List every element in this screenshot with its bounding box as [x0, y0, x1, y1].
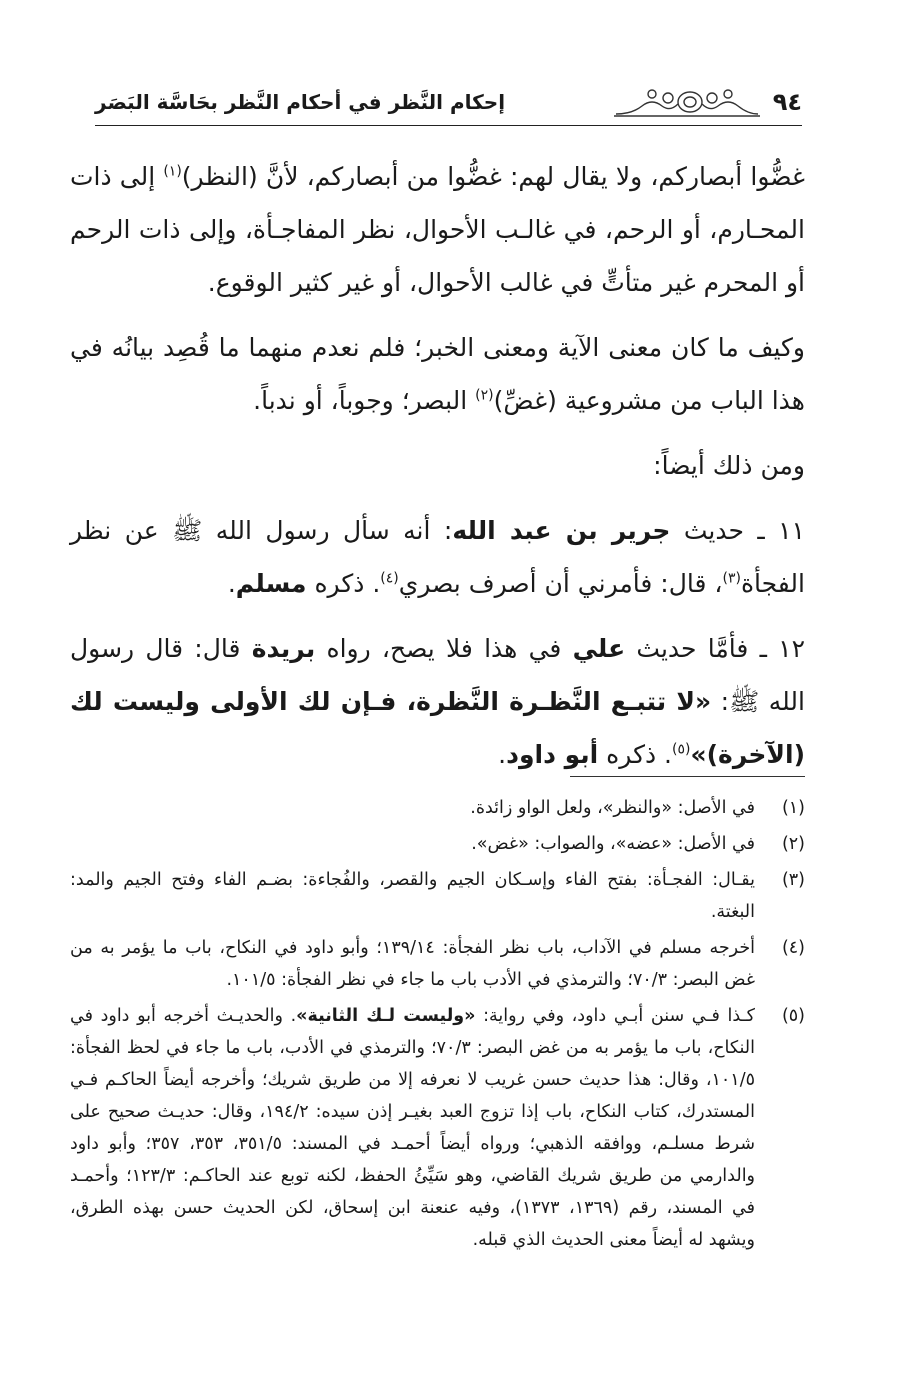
footnote-text: في الأصل: «عضه»، والصواب: «غض». — [471, 834, 755, 854]
text-run: . ذكره — [306, 569, 381, 598]
hadith-quote: «لا تتبـع النَّظـرة النَّظرة، فـإن لك الأولى وليست لك (الآخرة)» — [70, 687, 805, 769]
page-number: ٩٤ — [772, 88, 802, 116]
narrator-name: علي — [572, 634, 626, 663]
text-run: ١١ ـ حديث — [670, 516, 805, 545]
text-run: وكيف ما كان معنى الآية ومعنى الخبر؛ فلم نعدم منهما ما قُصِد بيانُه في هذا الباب من مشروعية (غضِّ) — [70, 333, 805, 415]
footnote-text: أخرجه مسلم في الآداب، باب نظر الفجأة: ١٣٩/١٤؛ وأبو داود في النكاح، باب ما يؤمر به من غض البصر: ٧٠/٣؛ والترمذي في الأدب باب ما جاء في نظر الفجأة: ١٠١/٥. — [70, 938, 756, 990]
text-run: ، قال: فأمرني أن أصرف بصري — [398, 569, 723, 598]
footnote-ref: (١) — [163, 163, 182, 180]
text-run: . — [498, 740, 507, 769]
footnote-ref: (٣) — [722, 570, 741, 587]
text-run: البصر؛ وجوباً، أو ندباً. — [253, 386, 476, 415]
footnote-item — [70, 792, 805, 824]
text-run: ومن ذلك أيضاً: — [653, 451, 805, 480]
footnote-item — [70, 932, 805, 996]
text-run: ١٢ ـ فأمَّا حديث — [625, 634, 805, 663]
page-header — [95, 84, 802, 128]
footnote-number: (٢) — [781, 834, 805, 854]
footnote-text: يقـال: الفجـأة: بفتح الفاء وإسـكان الجيم والقصر، والفُجاءة: بضـم الفاء وفتح الجيم والمد: البغتة. — [70, 870, 755, 922]
footnote-number: (٣) — [781, 870, 805, 890]
hadith-12 — [70, 622, 805, 781]
hadith-11 — [70, 504, 805, 610]
running-title: إحكام النَّظر في أحكام النَّظر بحَاسَّة البَصَر — [95, 90, 506, 114]
text-run: . والحديـث أخرجه أبو داود في النكاح، باب ما يؤمر به من غض البصر: ٧٠/٣؛ والترمذي في الأدب، باب ما جاء في لحظ الفجأة: ١٠١/٥، وقال: هذا حديث حسن غريب لا نعرفه إلا من طريق شريك؛ وأخرجه أيضاً الحاكـم فـي المستدرك، كتاب النكاح، باب إذا تزوج العبد بغيـر إذن سيده: ١٩٤/٢، وقال: حديـث صحيح على شرط مسلـم، ووافقه الذهبي؛ ورواه أيضاً أحمـد في المسند: ٣٥١/٥، ٣٥٣، ٣٥٧؛ وأبو داود والدارمي من طريق شريك القاضي، وهو سَيِّئُ الحفظ، لكنه توبع عند الحاكـم: ١٢٣/٣؛ وأحمـد في المسند، رقم (١٣٦٩، ١٣٧٣)، وفيه عنعنة ابن إسحاق، لكن الحديث حسن بهذه الطرق، ويشهد له أيضاً معنى الحديث الذي قبله. — [70, 1006, 756, 1250]
footnote-item — [70, 828, 805, 860]
footnote-ref: (٤) — [380, 570, 399, 587]
paragraph — [70, 150, 805, 309]
footnote-number: (٤) — [781, 938, 805, 958]
footnote-item — [70, 1000, 805, 1256]
paragraph — [70, 439, 805, 492]
decorative-ornament-icon — [612, 84, 762, 120]
footnotes — [70, 792, 805, 1260]
footnote-separator — [570, 776, 805, 777]
text-run: كـذا فـي سنن أبـي داود، وفي رواية: — [475, 1006, 755, 1026]
footnote-item — [70, 864, 805, 928]
text-run: . — [227, 569, 236, 598]
text-run: : أنه سأل رسول الله ﷺ عن نظر الفجأة — [70, 516, 805, 598]
footnote-ref: (٥) — [672, 741, 691, 758]
text-run: غضُّوا أبصاركم، ولا يقال لهم: غضُّوا من أبصاركم، لأنَّ (النظر) — [181, 162, 805, 191]
footnote-text: في الأصل: «والنظر»، ولعل الواو زائدة. — [470, 798, 755, 818]
header-rule — [95, 125, 802, 126]
text-run: قال: قال رسول الله ﷺ: — [70, 634, 805, 716]
main-text — [70, 150, 805, 793]
text-run: إلى ذات المحـارم، أو الرحم، في غالـب الأحوال، نظر المفاجـأة، وإلى ذات الرحم أو المحرم غير متأتٍّ في غالب الأحوال، أو غير كثير الوقوع. — [70, 162, 805, 297]
text-run: . ذكره — [598, 740, 673, 769]
source-name: مسلم — [235, 569, 307, 598]
narrator-name: بريدة — [251, 634, 316, 663]
source-name: أبو داود — [506, 740, 599, 769]
footnote-text — [70, 1000, 755, 1256]
footnote-ref: (٢) — [475, 387, 494, 404]
paragraph — [70, 321, 805, 427]
footnote-number: (١) — [781, 798, 805, 818]
text-run: في هذا فلا يصح، رواه — [315, 634, 573, 663]
quoted-variant: «وليست لـك الثانية» — [296, 1006, 476, 1026]
narrator-name: جرير بن عبد الله — [452, 516, 671, 545]
footnote-number: (٥) — [781, 1006, 805, 1026]
